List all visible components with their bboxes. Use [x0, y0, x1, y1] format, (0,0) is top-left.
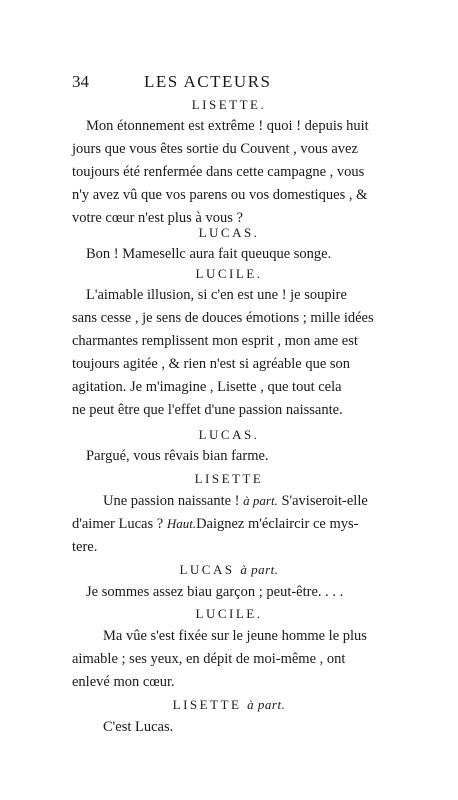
line-text: S'aviseroit-elle [277, 493, 368, 509]
page-number: 34 [72, 72, 89, 91]
speaker-label: LISETTE [172, 697, 242, 712]
dialogue-line: ne peut être que l'effet d'une passion naissante. [72, 402, 343, 418]
speaker-name [0, 97, 458, 113]
dialogue-line: jours que vous êtes sortie du Couvent , vous avez [72, 141, 358, 157]
page-header [72, 72, 372, 94]
dialogue-line: tere. [72, 539, 98, 555]
dialogue-line: agitation. Je m'imagine , Lisette , que tout cela [72, 379, 342, 395]
speaker-label: LUCILE. [195, 266, 263, 281]
dialogue-line: Ma vûe s'est fixée sur le jeune homme le plus [103, 628, 367, 644]
speaker-name [0, 697, 458, 713]
dialogue-line [103, 493, 368, 510]
dialogue-line: charmantes remplissent mon esprit , mon ame est [72, 333, 358, 349]
speaker-label: LISETTE [194, 471, 264, 486]
dialogue-line: Bon ! Mamesellc aura fait queuque songe. [86, 246, 332, 262]
dialogue-line: toujours agitée , & rien n'est si agréable que son [72, 356, 351, 372]
dialogue-line: Mon étonnement est extrême ! quoi ! depuis huit [86, 118, 369, 134]
speaker-name [0, 266, 458, 282]
running-head: LES ACTEURS [144, 72, 272, 91]
stage-direction: à part. [240, 562, 279, 577]
line-text: d'aimer Lucas ? [72, 516, 167, 532]
speaker-name [0, 427, 458, 443]
speaker-name [0, 606, 458, 622]
dialogue-line: sans cesse , je sens de douces émotions ; mille idées [72, 310, 374, 326]
dialogue-line: Je sommes assez biau garçon ; peut-être. . . . [86, 584, 344, 600]
speaker-label: LUCAS. [198, 427, 260, 442]
dialogue-line [72, 516, 359, 533]
speaker-label: LUCAS. [198, 225, 260, 240]
line-text: Daignez m'éclaircir ce mys- [196, 516, 359, 532]
speaker-label: LUCILE. [195, 606, 263, 621]
dialogue-line: toujours été renfermée dans cette campagne , vous [72, 164, 365, 180]
dialogue-line: enlevé mon cœur. [72, 674, 175, 690]
dialogue-line: L'aimable illusion, si c'en est une ! je soupire [86, 287, 347, 303]
line-text: Une passion naissante ! [103, 493, 244, 509]
dialogue-line: votre cœur n'est plus à vous ? [72, 210, 243, 226]
stage-direction: à part. [243, 493, 278, 508]
speaker-label: LUCAS [179, 562, 235, 577]
speaker-name [0, 225, 458, 241]
stage-direction: Haut. [166, 516, 197, 531]
stage-direction: à part. [247, 697, 286, 712]
dialogue-line: Pargué, vous rêvais bian farme. [86, 448, 269, 464]
dialogue-line: C'est Lucas. [103, 719, 174, 735]
dialogue-line: aimable ; ses yeux, en dépit de moi-même , ont [72, 651, 346, 667]
dialogue-line: n'y avez vû que vos parens ou vos domestiques , & [72, 187, 368, 203]
speaker-name [0, 562, 458, 578]
speaker-label: LISETTE. [191, 97, 267, 112]
speaker-name [0, 471, 458, 487]
